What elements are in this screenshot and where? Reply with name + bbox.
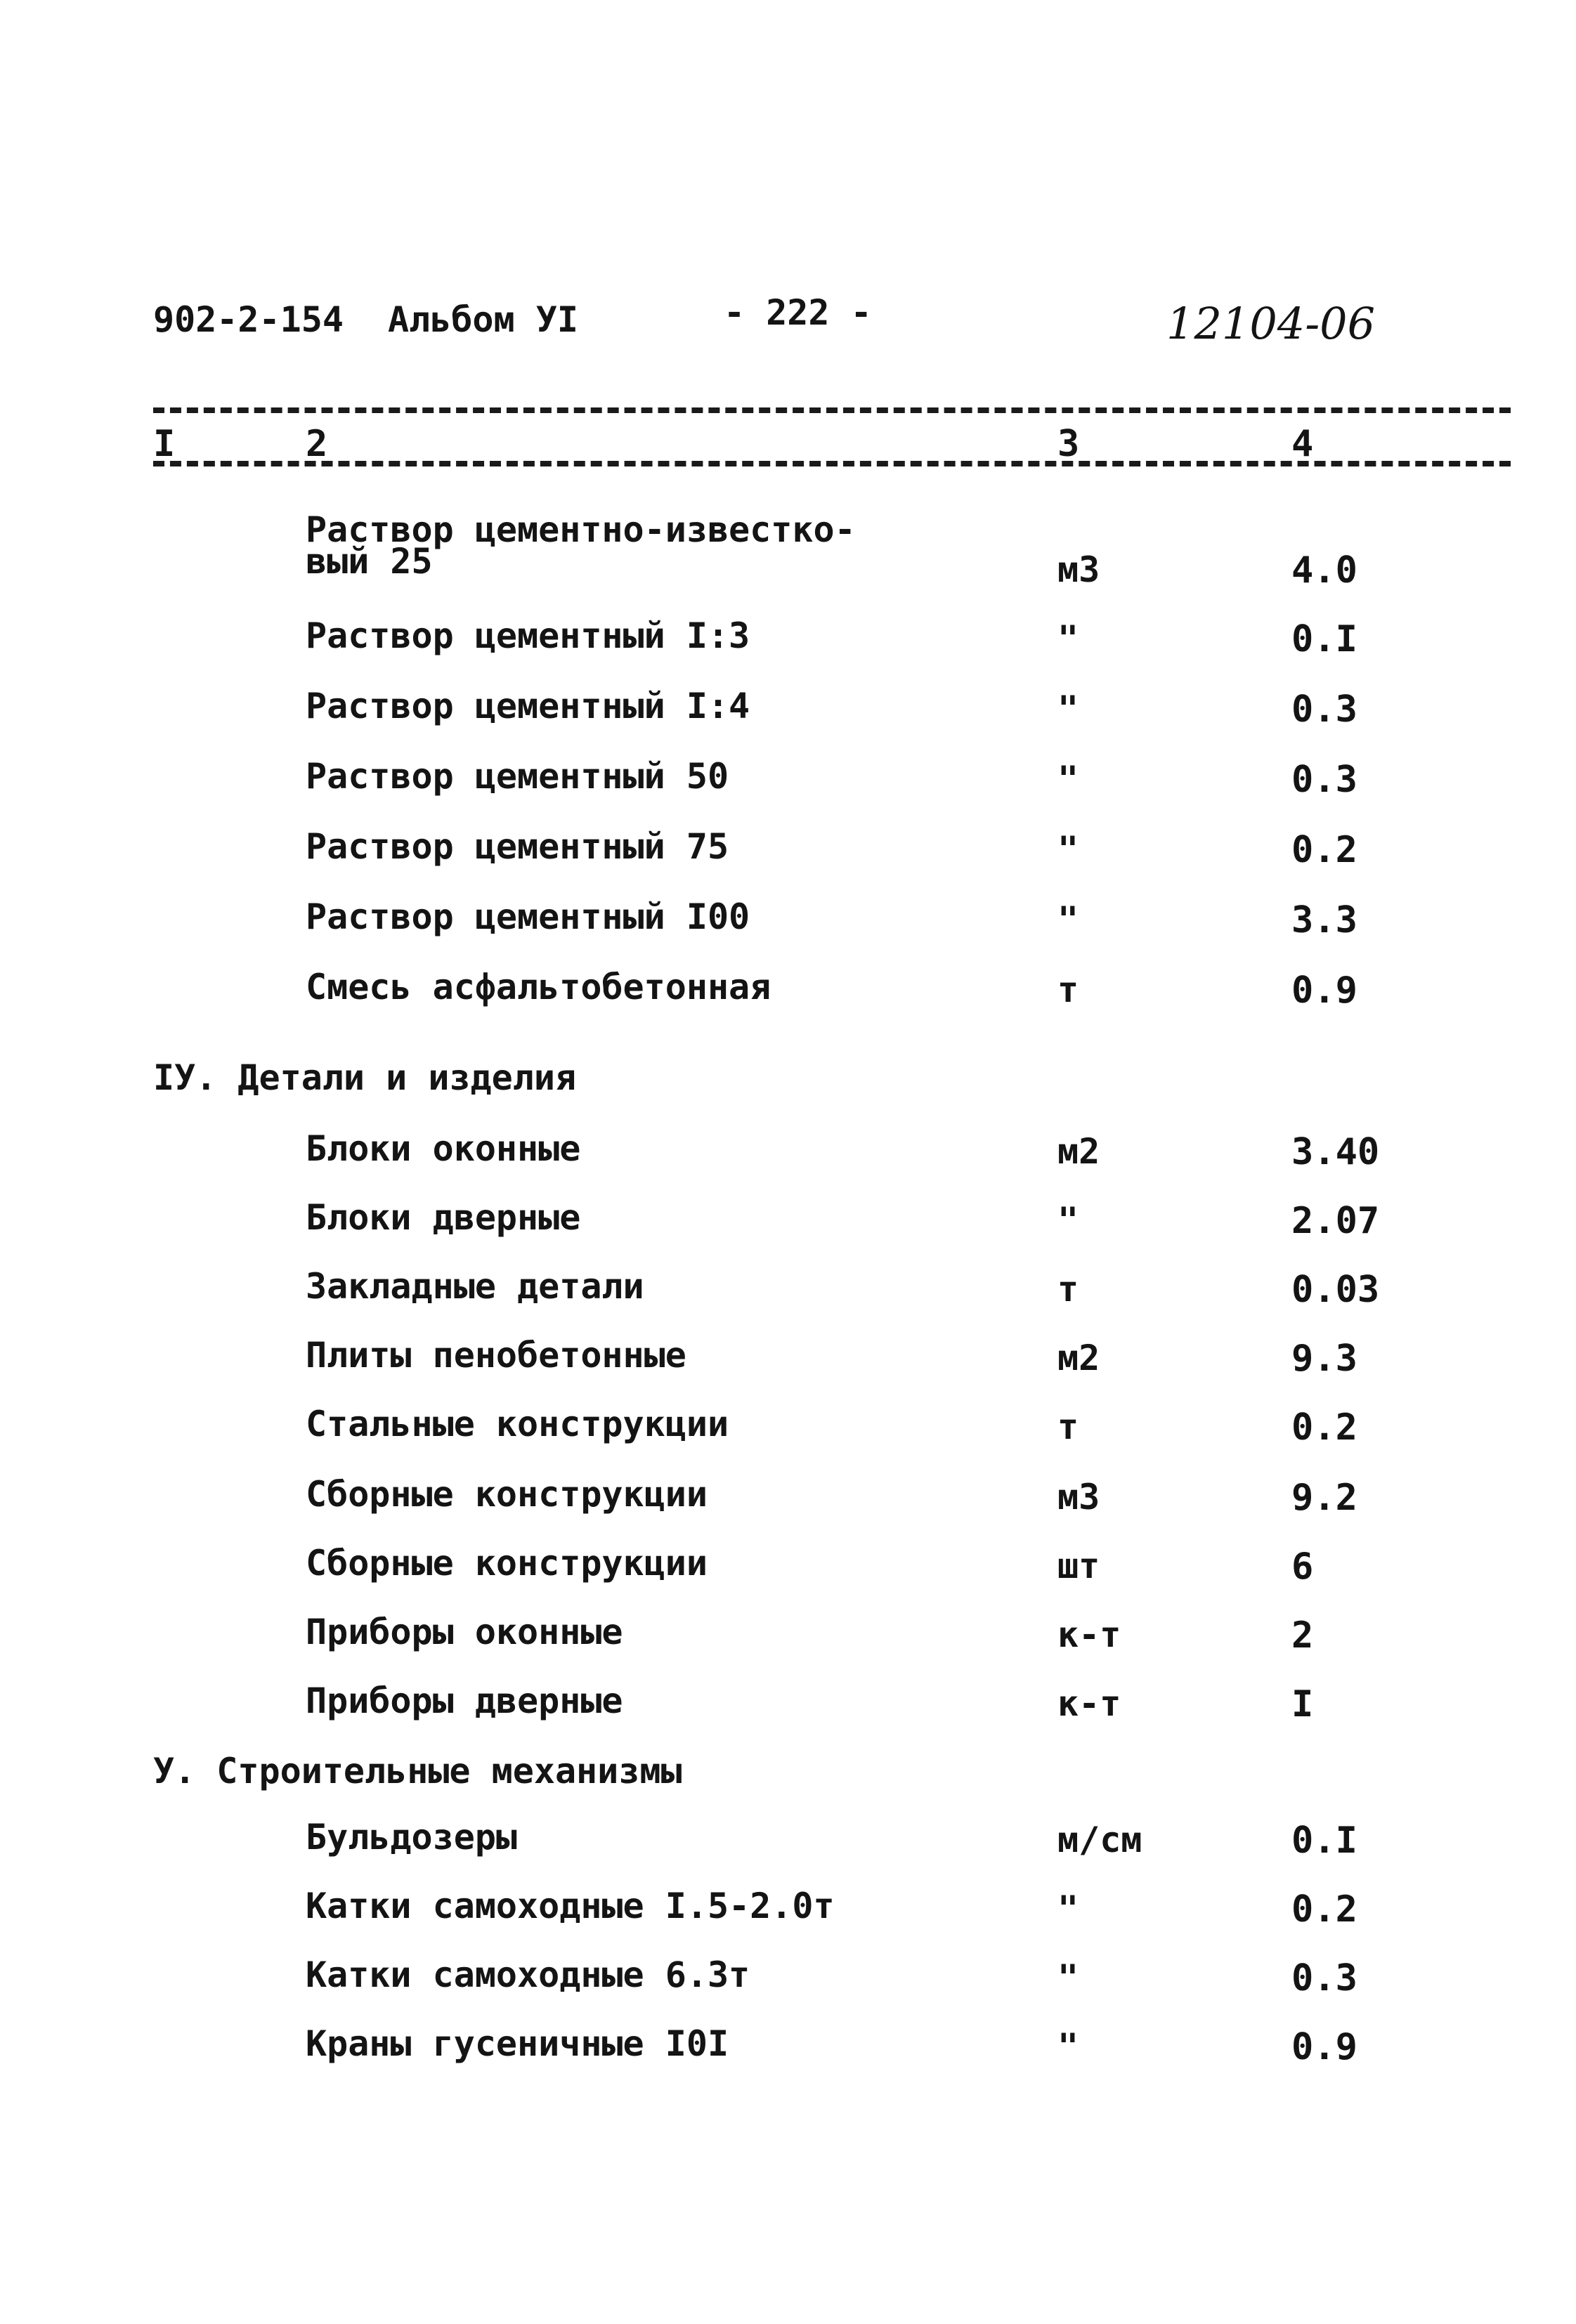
item-unit: "	[1057, 2026, 1079, 2067]
item-unit: к-т	[1057, 1614, 1121, 1655]
table-row	[0, 1888, 1576, 1938]
table-row	[0, 826, 1576, 878]
item-value: 0.2	[1291, 1406, 1357, 1449]
document-code: 902-2-154	[153, 299, 344, 340]
item-value: 0.9	[1291, 970, 1357, 1012]
table-row	[0, 688, 1576, 738]
item-name: Сборные конструкции	[306, 1474, 708, 1515]
table-row	[0, 1680, 1576, 1732]
item-value: 2	[1291, 1614, 1314, 1657]
item-unit: "	[1057, 1957, 1079, 1998]
item-name: Приборы дверные	[306, 1680, 623, 1721]
item-name: Раствор цементный 50	[306, 756, 729, 797]
item-name: Раствор цементно-известко- вый 25	[306, 509, 856, 582]
item-name: Сборные конструкции	[306, 1543, 708, 1584]
item-name: Плиты пенобетонные	[306, 1335, 686, 1376]
item-value: 4.0	[1291, 549, 1357, 592]
table-row	[0, 967, 1576, 1019]
section-heading-details: IУ. Детали и изделия	[153, 1057, 577, 1098]
table-row	[0, 1954, 1576, 2006]
item-value: 0.03	[1291, 1269, 1380, 1311]
item-unit: т	[1057, 970, 1079, 1010]
item-unit: т	[1057, 1406, 1079, 1447]
item-unit: "	[1057, 1888, 1079, 1929]
item-unit: "	[1057, 688, 1079, 729]
item-name: Катки самоходные I.5-2.0т	[306, 1886, 835, 1926]
table-row	[0, 896, 1576, 948]
item-value: 0.2	[1291, 829, 1357, 871]
item-name: Катки самоходные 6.3т	[306, 1954, 750, 1995]
item-unit: шт	[1057, 1546, 1100, 1586]
item-name: Закладные детали	[306, 1266, 644, 1307]
table-row	[0, 2023, 1576, 2075]
table-row	[0, 1335, 1576, 1387]
column-header-2: 2	[306, 423, 328, 465]
item-value: 0.I	[1291, 1820, 1357, 1862]
item-unit: м3	[1057, 549, 1100, 590]
table-row	[0, 1474, 1576, 1526]
top-dashed-rule	[153, 407, 1511, 413]
column-header-3: 3	[1057, 423, 1080, 465]
item-value: 0.3	[1291, 759, 1357, 801]
item-unit: "	[1057, 1200, 1079, 1241]
item-name: Бульдозеры	[306, 1817, 518, 1858]
table-row	[0, 1614, 1576, 1664]
item-value: 0.9	[1291, 2026, 1357, 2068]
item-unit: м2	[1057, 1338, 1100, 1378]
item-name: Краны гусеничные I0I	[306, 2023, 729, 2064]
item-value: 0.3	[1291, 1957, 1357, 1999]
item-unit: м2	[1057, 1131, 1100, 1172]
table-row	[0, 1406, 1576, 1456]
table-row	[0, 509, 1576, 592]
item-unit: "	[1057, 759, 1079, 799]
table-row	[0, 1266, 1576, 1318]
item-name: Раствор цементный I:4	[306, 686, 750, 726]
item-name: Раствор цементный I00	[306, 896, 750, 937]
table-row	[0, 1817, 1576, 1869]
item-name: Раствор цементный I:3	[306, 615, 750, 656]
item-name: Стальные конструкции	[306, 1404, 729, 1444]
item-value: 9.3	[1291, 1338, 1357, 1380]
item-unit: к-т	[1057, 1683, 1121, 1724]
item-unit: "	[1057, 618, 1079, 659]
item-value: 2.07	[1291, 1200, 1380, 1242]
item-name: Блоки дверные	[306, 1197, 581, 1238]
item-value: 3.3	[1291, 899, 1357, 941]
item-unit: "	[1057, 829, 1079, 870]
item-name: Раствор цементный 75	[306, 826, 729, 867]
table-row	[0, 615, 1576, 667]
item-value: 9.2	[1291, 1477, 1357, 1519]
album-label: Альбом УI	[388, 299, 578, 340]
item-value: 0.3	[1291, 688, 1357, 731]
page-number: - 222 -	[724, 292, 872, 333]
item-value: 6	[1291, 1546, 1314, 1588]
column-header-1: I	[153, 423, 176, 465]
item-name: Блоки оконные	[306, 1128, 581, 1169]
table-row	[0, 1128, 1576, 1180]
section-heading-machinery: У. Строительные механизмы	[153, 1751, 682, 1791]
item-name: Смесь асфальтобетонная	[306, 967, 771, 1007]
item-name: Приборы оконные	[306, 1612, 623, 1652]
item-value: 0.2	[1291, 1888, 1357, 1931]
item-unit: м3	[1057, 1477, 1100, 1517]
item-value: 3.40	[1291, 1131, 1380, 1173]
item-unit: "	[1057, 899, 1079, 940]
table-row	[0, 756, 1576, 808]
item-value: 0.I	[1291, 618, 1357, 660]
item-unit: м/см	[1057, 1820, 1142, 1860]
table-row	[0, 1197, 1576, 1249]
handwritten-number: 12104-06	[1166, 298, 1376, 349]
item-value: I	[1291, 1683, 1314, 1725]
table-row	[0, 1543, 1576, 1595]
column-header-4: 4	[1291, 423, 1314, 465]
item-unit: т	[1057, 1269, 1079, 1310]
